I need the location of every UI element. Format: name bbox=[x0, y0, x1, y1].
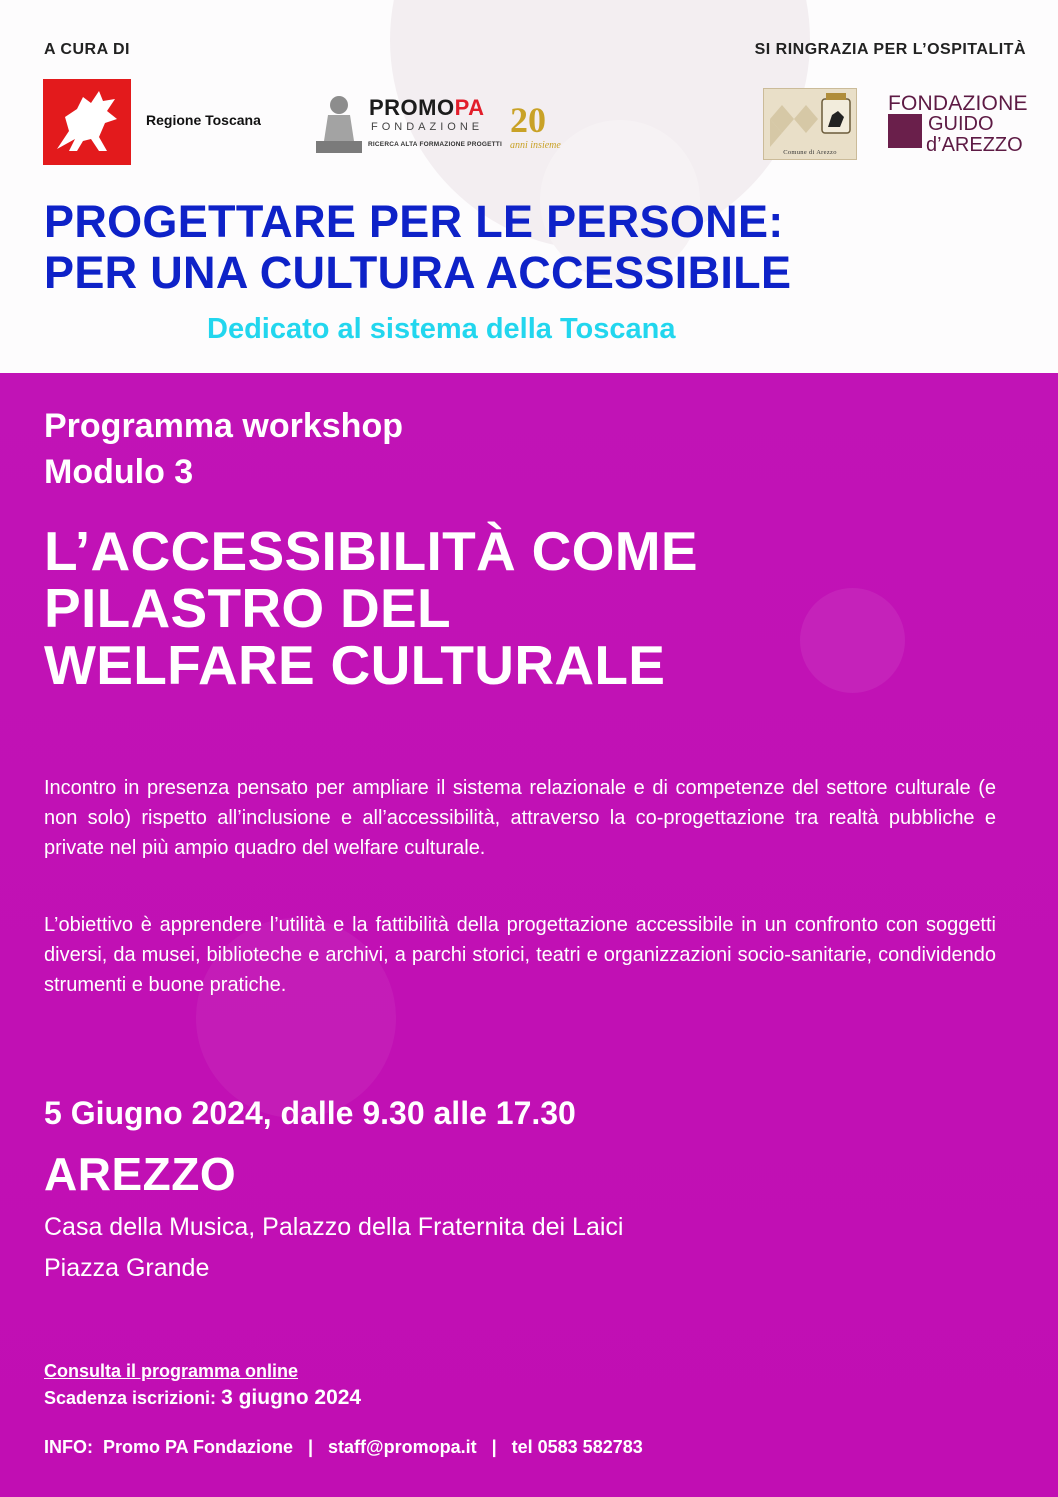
program-label: Programma workshop bbox=[44, 407, 403, 445]
regione-toscana-logo bbox=[43, 79, 131, 165]
guido-line1: FONDAZIONE bbox=[888, 92, 1028, 115]
guido-line2: GUIDO bbox=[928, 113, 994, 135]
deadline-label: Scadenza iscrizioni: bbox=[44, 1388, 217, 1408]
promopa-tagline: RICERCA ALTA FORMAZIONE PROGETTI bbox=[368, 141, 502, 148]
venue-name: Casa della Musica, Palazzo della Fraternita dei Laici bbox=[44, 1213, 624, 1241]
promopa-name bbox=[369, 95, 485, 121]
comune-name: Comune di Arezzo bbox=[783, 149, 837, 156]
regione-toscana-name: Regione Toscana bbox=[146, 112, 261, 128]
deadline-date: 3 giugno 2024 bbox=[221, 1386, 362, 1409]
hospitality-label: SI RINGRAZIA PER L’OSPITALITÀ bbox=[754, 41, 1026, 58]
anniversary-number: 20 bbox=[510, 100, 546, 140]
headline-line2: PILASTRO DEL bbox=[44, 577, 451, 639]
decorative-circle bbox=[800, 588, 905, 693]
coat-of-arms-icon bbox=[764, 89, 858, 149]
headline-line1: L’ACCESSIBILITÀ COME bbox=[44, 520, 698, 582]
promopa-sub: FONDAZIONE bbox=[371, 121, 484, 133]
description-paragraph-1: Incontro in presenza pensato per ampliare il sistema relazionale e di competenze del settore culturale (e non solo) rispetto all’inclusione e all’accessibilità, attraverso la co-progettazione tra realtà pubbliche e private nel più ampio quadro del welfare culturale. bbox=[44, 777, 996, 859]
program-section bbox=[0, 373, 1058, 1497]
headline-line3: WELFARE CULTURALE bbox=[44, 634, 666, 696]
promopa-main: PROMO bbox=[369, 95, 455, 120]
anniversary-text: anni insieme bbox=[510, 140, 561, 151]
title-line1: PROGETTARE PER LE PERSONE: bbox=[44, 196, 784, 247]
mask-icon bbox=[888, 114, 922, 148]
statue-icon bbox=[314, 93, 364, 155]
registration-deadline bbox=[44, 1386, 361, 1410]
program-heading bbox=[44, 403, 403, 495]
fondazione-guido-arezzo-logo bbox=[888, 92, 1028, 158]
guido-line3: d’AREZZO bbox=[926, 134, 1023, 156]
description-paragraph-2: L’obiettivo è apprendere l’utilità e la fattibilità della progettazione accessibile in un confronto con soggetti diversi, da musei, biblioteche e archivi, a parchi storici, teatri e organizzazioni socio-sanitarie, condividendo strumenti e buone pratiche. bbox=[44, 914, 996, 996]
program-online-link[interactable]: Consulta il programma online bbox=[44, 1361, 299, 1381]
promopa-logo bbox=[314, 93, 574, 157]
event-city: AREZZO bbox=[44, 1148, 237, 1200]
organizer-label: A CURA DI bbox=[44, 41, 130, 58]
subtitle: Dedicato al sistema della Toscana bbox=[207, 313, 676, 345]
main-title bbox=[44, 196, 791, 298]
module-label: Modulo 3 bbox=[44, 453, 194, 491]
promopa-accent: PA bbox=[454, 95, 485, 120]
headline bbox=[44, 520, 698, 696]
event-date: 5 Giugno 2024, dalle 9.30 alle 17.30 bbox=[44, 1095, 576, 1131]
venue-address: Piazza Grande bbox=[44, 1254, 210, 1282]
title-line2: PER UNA CULTURA ACCESSIBILE bbox=[44, 247, 792, 298]
comune-arezzo-logo bbox=[763, 88, 857, 160]
pegasus-icon bbox=[43, 79, 131, 165]
header-section bbox=[0, 0, 1058, 373]
contact-info: INFO: Promo PA Fondazione | staff@promopa.it | tel 0583 582783 bbox=[44, 1437, 643, 1457]
